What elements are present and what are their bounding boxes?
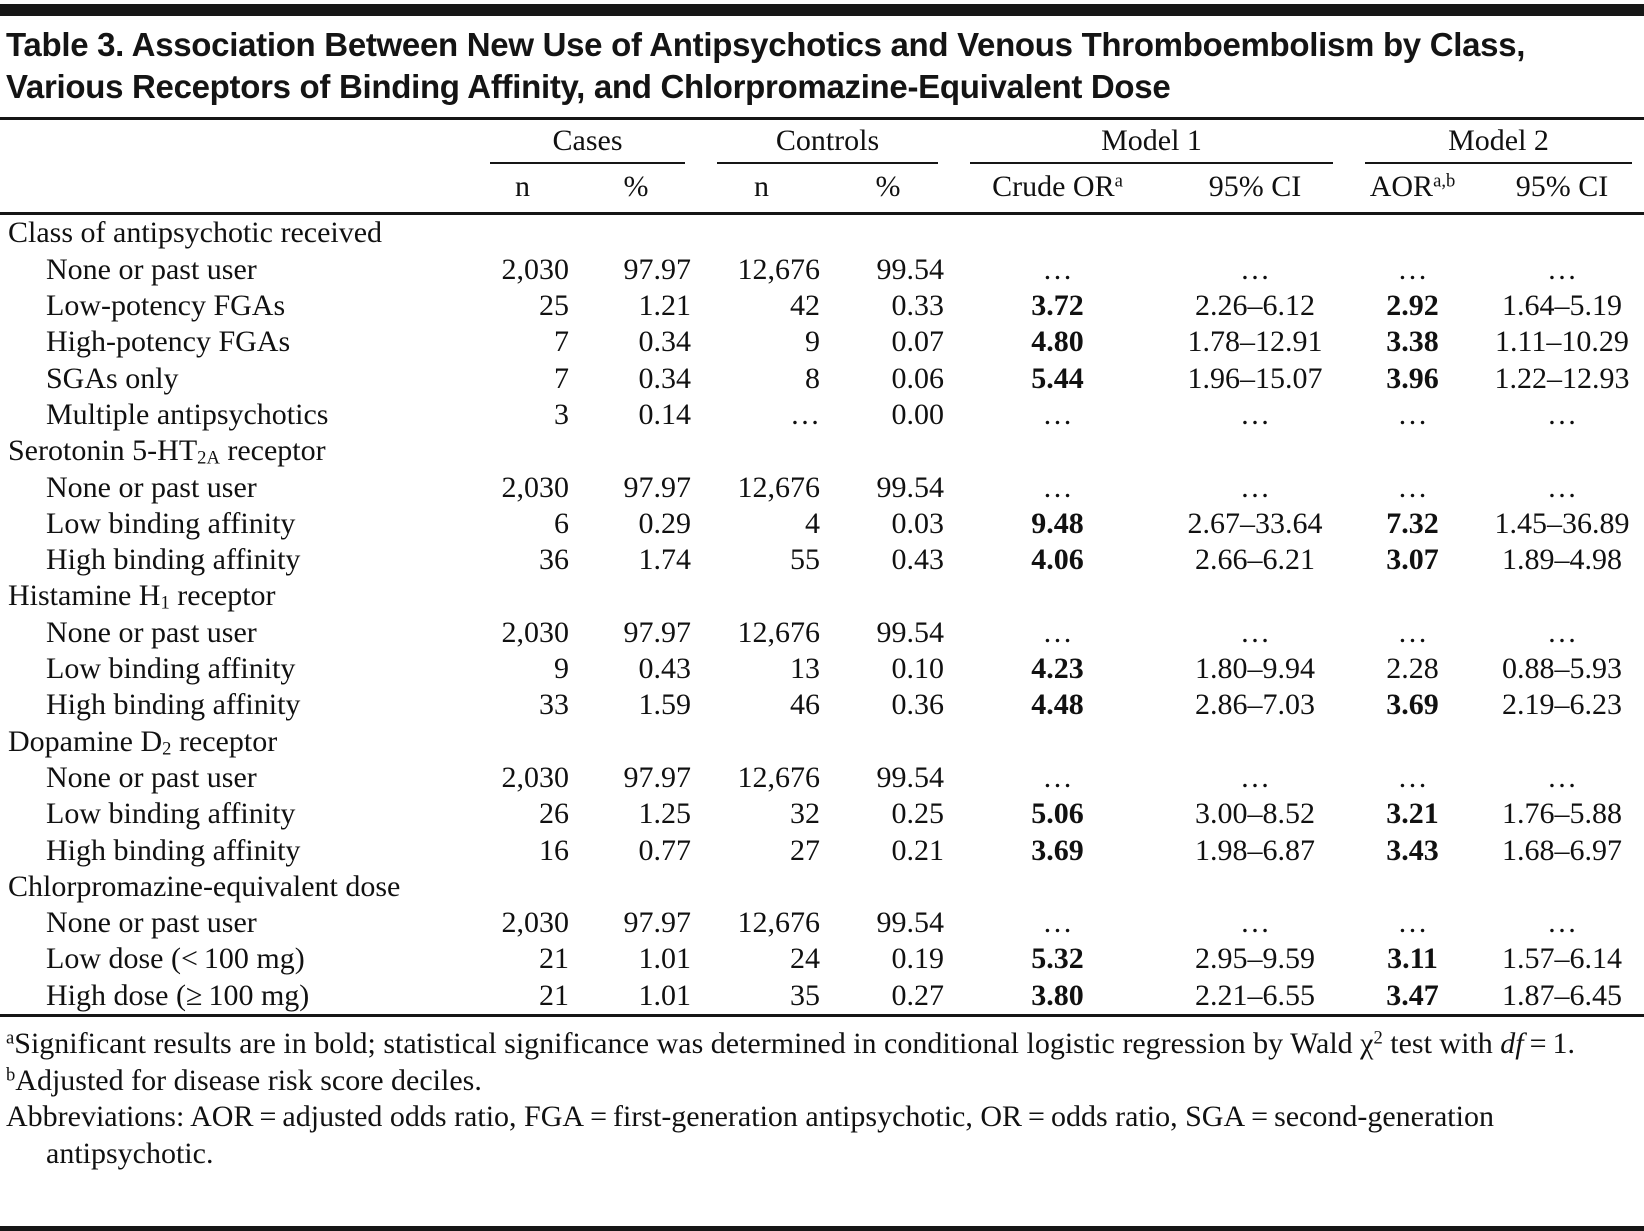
column-header-label: AOR (1369, 170, 1434, 204)
text-run: Abbreviations: AOR = adjusted odds ratio, FGA = first-generation antipsychotic, OR = odds ratio, SGA = second-generation antipsychotic. (6, 1100, 1494, 1170)
subscript: 1 (160, 593, 170, 615)
data-cell: … (1397, 906, 1428, 940)
row-label: None or past user (46, 252, 257, 286)
data-cell: 26 (539, 797, 569, 831)
data-cell: … (1042, 397, 1073, 431)
data-cell: 1.11–10.29 (1495, 325, 1629, 359)
data-cell: … (1240, 760, 1270, 794)
data-cell: 2.28 (1386, 652, 1439, 686)
text-run: Serotonin 5-HT (8, 434, 198, 468)
data-cell: 0.25 (891, 797, 944, 831)
stub-spacer (0, 170, 470, 204)
text-run: Significant results are in bold; statistical significance was determined in conditional logistic regression by Wald χ (14, 1027, 1374, 1060)
data-cell: 1.21 (638, 289, 691, 323)
data-cell: 3.00–8.52 (1195, 797, 1315, 831)
row-label: Low binding affinity (46, 797, 296, 831)
row-label: High-potency FGAs (46, 325, 291, 359)
data-cell: 99.54 (876, 615, 944, 649)
data-cell: 12,676 (737, 760, 820, 794)
data-cell: 0.88–5.93 (1502, 652, 1622, 686)
data-cell: 4 (805, 506, 820, 540)
data-cell: 0.43 (891, 543, 944, 577)
data-cell: 99.54 (876, 906, 944, 940)
data-cell: … (1042, 615, 1073, 649)
data-cell: 2.19–6.23 (1502, 688, 1622, 722)
data-cell: 99.54 (876, 470, 944, 504)
data-cell: 1.01 (638, 978, 691, 1012)
data-cell: 9 (805, 325, 820, 359)
data-cell: 12,676 (737, 470, 820, 504)
section-header-row (0, 433, 1644, 469)
data-cell: 1.96–15.07 (1187, 361, 1323, 395)
section-header-row (0, 869, 1644, 905)
text-run: Adjusted for disease risk score deciles. (15, 1063, 482, 1097)
data-cell: 0.43 (638, 652, 691, 686)
data-cell: 2,030 (501, 615, 569, 649)
data-cell: 1.57–6.14 (1502, 942, 1622, 976)
data-cell: 97.97 (623, 615, 691, 649)
data-cell: … (1042, 906, 1073, 940)
row-label: High binding affinity (46, 543, 301, 577)
column-header-aor (1345, 170, 1480, 204)
data-cell: 12,676 (737, 615, 820, 649)
row-label: SGAs only (46, 361, 179, 395)
column-group-header-row (0, 120, 1644, 164)
column-header-n (470, 170, 575, 204)
row-label: None or past user (46, 470, 257, 504)
data-cell: 36 (539, 543, 569, 577)
data-cell: 21 (539, 978, 569, 1012)
column-header-label: % (875, 170, 901, 204)
footnote (6, 1026, 1636, 1063)
data-cell: 1.25 (638, 797, 691, 831)
data-cell: … (790, 397, 820, 431)
data-cell: 32 (790, 797, 820, 831)
data-cell: 1.74 (638, 543, 691, 577)
data-cell: 0.14 (638, 397, 691, 431)
column-group-label: Model 2 (1365, 124, 1632, 164)
column-group-model-1 (950, 124, 1345, 164)
data-cell: 99.54 (876, 760, 944, 794)
column-header-crude-or (950, 170, 1165, 204)
data-cell: 1.78–12.91 (1187, 325, 1323, 359)
data-cell: … (1547, 470, 1577, 504)
table-body (0, 215, 1644, 1014)
data-cell: … (1547, 760, 1577, 794)
data-cell: 3.11 (1387, 942, 1438, 976)
data-cell: 1.64–5.19 (1502, 289, 1622, 323)
data-cell: 0.77 (638, 833, 691, 867)
data-cell: 0.06 (891, 361, 944, 395)
data-cell: 97.97 (623, 470, 691, 504)
text-run: receptor (169, 579, 276, 613)
footnote (6, 1099, 1636, 1172)
data-cell: 2.66–6.21 (1195, 543, 1315, 577)
text-run: Chlorpromazine-equivalent dose (8, 869, 401, 903)
data-cell: 3.07 (1386, 543, 1439, 577)
data-cell: … (1240, 615, 1270, 649)
data-cell: 0.29 (638, 506, 691, 540)
data-cell: 1.59 (638, 688, 691, 722)
data-cell: 3.47 (1386, 978, 1439, 1012)
data-cell: 0.03 (891, 506, 944, 540)
data-cell: … (1397, 615, 1428, 649)
subscript: 2A (197, 447, 220, 469)
data-cell: 3.38 (1386, 325, 1439, 359)
data-cell: 0.34 (638, 361, 691, 395)
column-header-95-ci (1165, 170, 1345, 204)
column-group-label: Cases (490, 124, 685, 164)
text-run: receptor (171, 724, 278, 758)
data-cell: 0.00 (891, 397, 944, 431)
column-group-controls (697, 124, 950, 164)
data-cell: 0.36 (891, 688, 944, 722)
data-cell: 1.80–9.94 (1195, 652, 1315, 686)
data-cell: 7 (554, 325, 569, 359)
data-cell: … (1397, 760, 1428, 794)
column-header-label: 95% CI (1208, 170, 1302, 204)
data-cell: 0.34 (638, 325, 691, 359)
data-cell: … (1547, 252, 1577, 286)
column-header-label: n (754, 170, 769, 204)
row-label: Low binding affinity (46, 652, 296, 686)
subscript: 2 (162, 738, 172, 760)
footnote-marker: b (6, 1064, 16, 1086)
data-cell: 4.23 (1031, 652, 1084, 686)
data-cell: … (1042, 470, 1073, 504)
data-cell: 1.76–5.88 (1502, 797, 1622, 831)
column-header-row (0, 164, 1644, 212)
data-cell: 9.48 (1031, 506, 1084, 540)
data-cell: 1.89–4.98 (1502, 543, 1622, 577)
data-cell: … (1240, 252, 1270, 286)
data-cell: 13 (790, 652, 820, 686)
column-header-n (697, 170, 826, 204)
column-header-- (575, 170, 697, 204)
data-cell: … (1397, 252, 1428, 286)
data-cell: 3.21 (1386, 797, 1439, 831)
data-cell: … (1397, 397, 1428, 431)
data-cell: 55 (790, 543, 820, 577)
data-cell: 21 (539, 942, 569, 976)
table-footnotes (0, 1017, 1644, 1226)
data-cell: 3.72 (1031, 289, 1084, 323)
footnote-marker: a (6, 1027, 15, 1049)
text-run: df (1500, 1027, 1524, 1060)
row-label: High dose (≥ 100 mg) (46, 978, 310, 1012)
column-header-- (826, 170, 950, 204)
data-cell: 33 (539, 688, 569, 722)
text-run: Class of antipsychotic received (8, 216, 383, 250)
data-cell: 3.69 (1031, 833, 1084, 867)
data-cell: … (1240, 397, 1270, 431)
data-cell: 97.97 (623, 252, 691, 286)
data-cell: 2.86–7.03 (1195, 688, 1315, 722)
data-cell: 2,030 (501, 252, 569, 286)
data-cell: 9 (554, 652, 569, 686)
data-cell: … (1547, 615, 1577, 649)
row-label: Multiple antipsychotics (46, 397, 329, 431)
row-label: None or past user (46, 615, 257, 649)
data-cell: 7 (554, 361, 569, 395)
data-cell: 1.98–6.87 (1195, 833, 1315, 867)
data-cell: 0.07 (891, 325, 944, 359)
stub-spacer (0, 124, 470, 164)
column-header-label: n (515, 170, 530, 204)
section-header-row (0, 724, 1644, 760)
data-cell: 12,676 (737, 906, 820, 940)
data-cell: 12,676 (737, 252, 820, 286)
top-rule (0, 4, 1644, 16)
data-cell: 5.44 (1031, 361, 1084, 395)
data-cell: 0.33 (891, 289, 944, 323)
section-header-row (0, 215, 1644, 251)
data-cell: 8 (805, 361, 820, 395)
data-cell: 1.01 (638, 942, 691, 976)
data-cell: 0.21 (891, 833, 944, 867)
row-label: None or past user (46, 760, 257, 794)
data-cell: 2,030 (501, 760, 569, 794)
data-cell: … (1397, 470, 1428, 504)
column-header-label: Crude OR (992, 170, 1115, 204)
text-run: Dopamine D (8, 724, 163, 758)
data-cell: 2,030 (501, 470, 569, 504)
data-cell: 2.67–33.64 (1187, 506, 1323, 540)
data-cell: 3.80 (1031, 978, 1084, 1012)
superscript: a,b (1433, 171, 1456, 193)
data-cell: … (1547, 397, 1577, 431)
data-cell: 46 (790, 688, 820, 722)
data-cell: 97.97 (623, 760, 691, 794)
data-cell: 5.32 (1031, 942, 1084, 976)
data-cell: 3.69 (1386, 688, 1439, 722)
data-cell: 2,030 (501, 906, 569, 940)
data-cell: 2.26–6.12 (1195, 289, 1315, 323)
row-label: High binding affinity (46, 688, 301, 722)
data-cell: 5.06 (1031, 797, 1084, 831)
data-cell: 2.92 (1386, 289, 1439, 323)
text-run: = 1. (1523, 1027, 1576, 1060)
data-cell: 2.95–9.59 (1195, 942, 1315, 976)
data-cell: … (1547, 906, 1577, 940)
data-cell: … (1042, 760, 1073, 794)
bottom-rule (0, 1226, 1644, 1231)
data-cell: 27 (790, 833, 820, 867)
row-label: None or past user (46, 906, 257, 940)
footnote (6, 1063, 1636, 1100)
data-cell: 25 (539, 289, 569, 323)
data-cell: 0.19 (891, 942, 944, 976)
data-cell: 1.87–6.45 (1502, 978, 1622, 1012)
data-cell: 3 (554, 397, 569, 431)
superscript: a (1114, 171, 1123, 193)
text-run: Histamine H (8, 579, 161, 613)
column-group-label: Controls (717, 124, 938, 164)
data-cell: 99.54 (876, 252, 944, 286)
data-cell: 7.32 (1386, 506, 1439, 540)
data-cell: 4.06 (1031, 543, 1084, 577)
row-label: High binding affinity (46, 833, 301, 867)
data-cell: 6 (554, 506, 569, 540)
column-group-cases (470, 124, 697, 164)
column-group-model-2 (1345, 124, 1644, 164)
column-header-95-ci (1480, 170, 1644, 204)
data-cell: 1.22–12.93 (1494, 361, 1630, 395)
data-cell: 1.68–6.97 (1502, 833, 1622, 867)
data-cell: 24 (790, 942, 820, 976)
data-cell: 3.96 (1386, 361, 1439, 395)
row-label: Low binding affinity (46, 506, 296, 540)
data-cell: 4.48 (1031, 688, 1084, 722)
data-cell: … (1240, 470, 1270, 504)
data-cell: … (1042, 252, 1073, 286)
row-label: Low-potency FGAs (46, 289, 286, 323)
data-cell: 4.80 (1031, 325, 1084, 359)
superscript: 2 (1373, 1027, 1383, 1049)
data-cell: 35 (790, 978, 820, 1012)
data-cell: … (1240, 906, 1270, 940)
data-cell: 0.27 (891, 978, 944, 1012)
column-header-label: % (623, 170, 649, 204)
data-cell: 0.10 (891, 652, 944, 686)
table-title: Table 3. Association Between New Use of Antipsychotics and Venous Thromboembolism by Class, Various Receptors of Binding Affinity, and Chlorpromazine-Equivalent Dose (6, 26, 1526, 106)
data-cell: 97.97 (623, 906, 691, 940)
text-run: test with (1382, 1027, 1501, 1060)
column-group-label: Model 1 (970, 124, 1333, 164)
data-cell: 1.45–36.89 (1494, 506, 1630, 540)
data-cell: 3.43 (1386, 833, 1439, 867)
row-label: Low dose (< 100 mg) (46, 942, 305, 976)
text-run: receptor (219, 434, 326, 468)
section-header-row (0, 578, 1644, 614)
data-cell: 16 (539, 833, 569, 867)
data-cell: 42 (790, 289, 820, 323)
data-cell: 2.21–6.55 (1195, 978, 1315, 1012)
column-header-label: 95% CI (1515, 170, 1609, 204)
